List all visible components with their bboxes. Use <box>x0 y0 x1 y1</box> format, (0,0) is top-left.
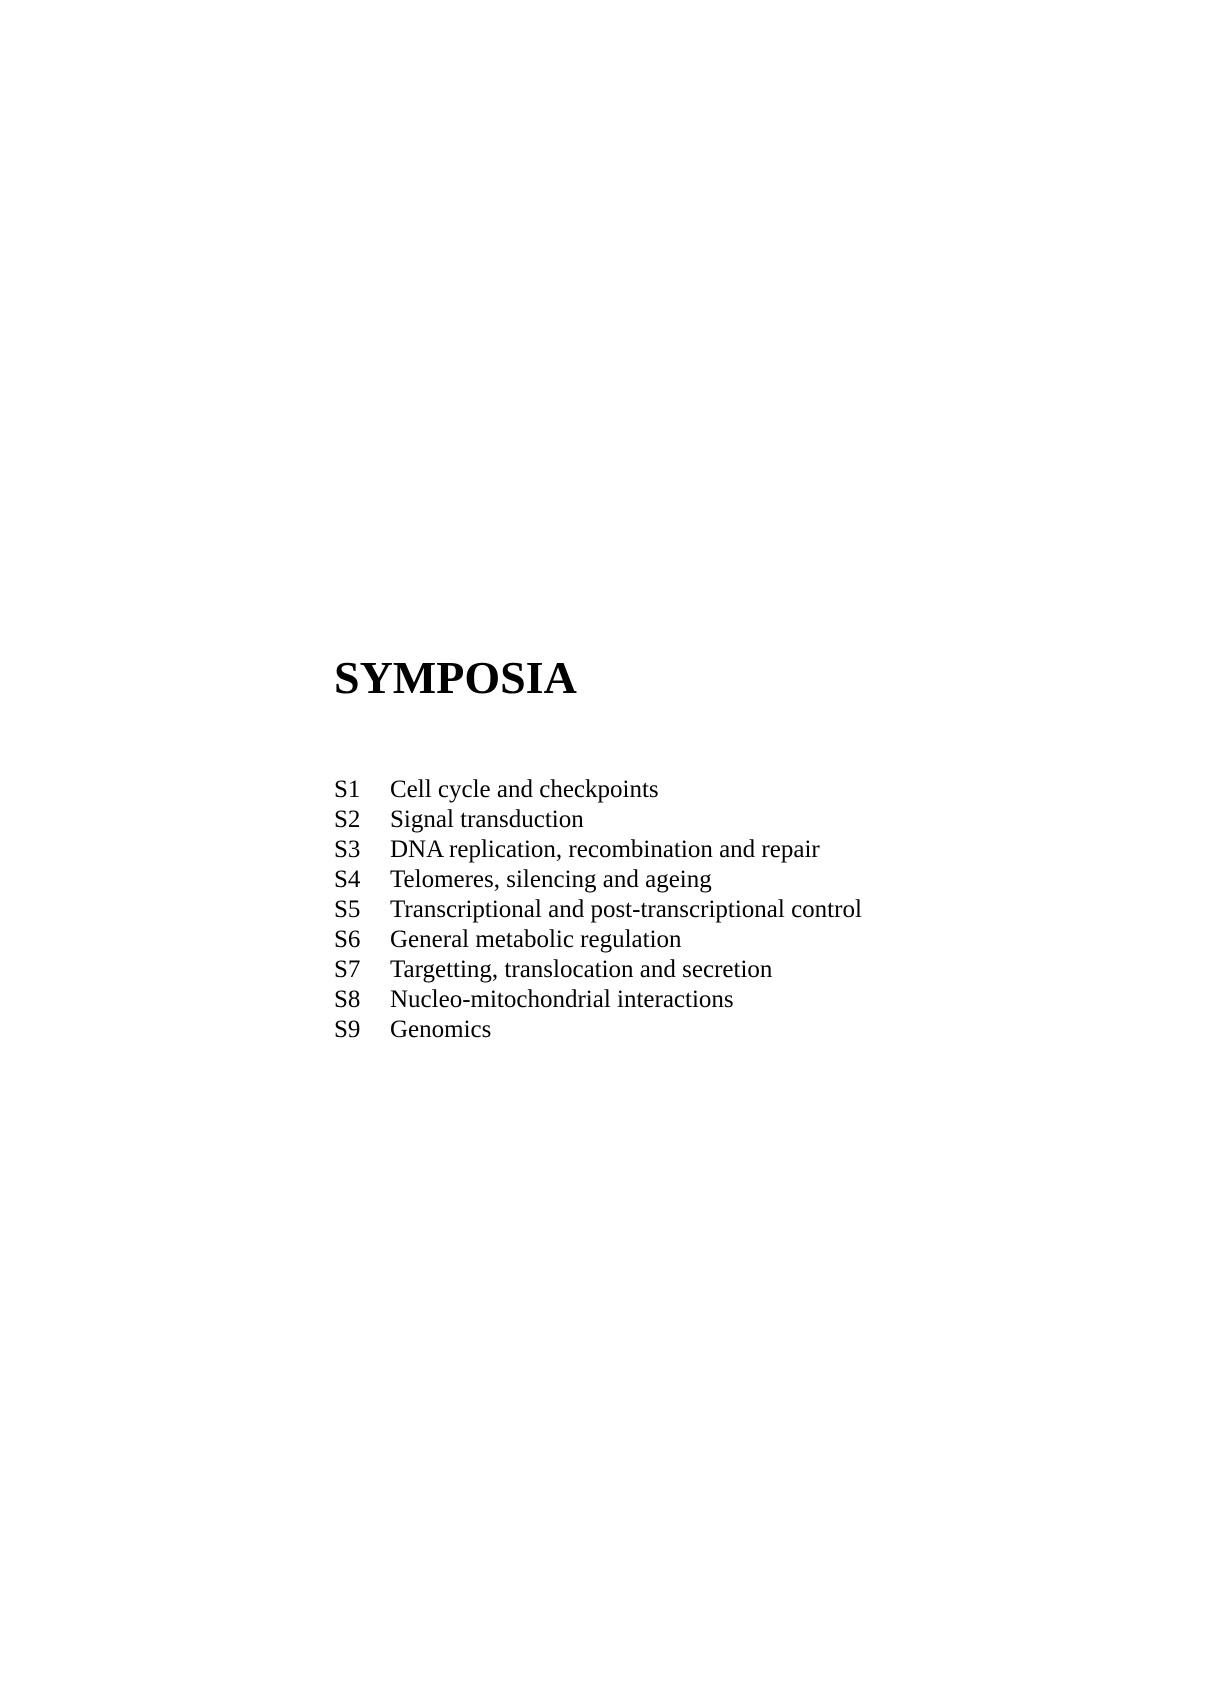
symposium-code: S5 <box>334 896 361 923</box>
symposium-topic: Targetting, translocation and secretion <box>390 956 773 983</box>
symposium-code: S6 <box>334 926 361 953</box>
symposium-topic: Cell cycle and checkpoints <box>390 776 659 803</box>
symposium-code: S4 <box>334 866 361 893</box>
list-item <box>334 955 862 985</box>
symposium-code: S1 <box>334 776 361 803</box>
list-item <box>334 775 862 805</box>
symposium-code: S7 <box>334 956 361 983</box>
list-item <box>334 895 862 925</box>
symposium-topic: Nucleo-mitochondrial interactions <box>390 986 734 1013</box>
symposium-code: S9 <box>334 1016 361 1043</box>
list-item <box>334 865 862 895</box>
list-item <box>334 925 862 955</box>
symposium-code: S8 <box>334 986 361 1013</box>
symposium-topic: General metabolic regulation <box>390 926 682 953</box>
symposium-topic: Telomeres, silencing and ageing <box>390 866 712 893</box>
symposium-code: S2 <box>334 806 361 833</box>
page-title: SYMPOSIA <box>334 652 577 703</box>
symposium-topic: DNA replication, recombination and repair <box>390 836 820 863</box>
list-item <box>334 805 862 835</box>
symposium-topic: Signal transduction <box>390 806 584 833</box>
list-item <box>334 835 862 865</box>
symposium-code: S3 <box>334 836 361 863</box>
symposium-topic: Transcriptional and post-transcriptional control <box>390 896 862 923</box>
symposium-topic: Genomics <box>390 1016 492 1043</box>
symposia-list <box>334 775 862 1045</box>
list-item <box>334 1015 862 1045</box>
list-item <box>334 985 862 1015</box>
